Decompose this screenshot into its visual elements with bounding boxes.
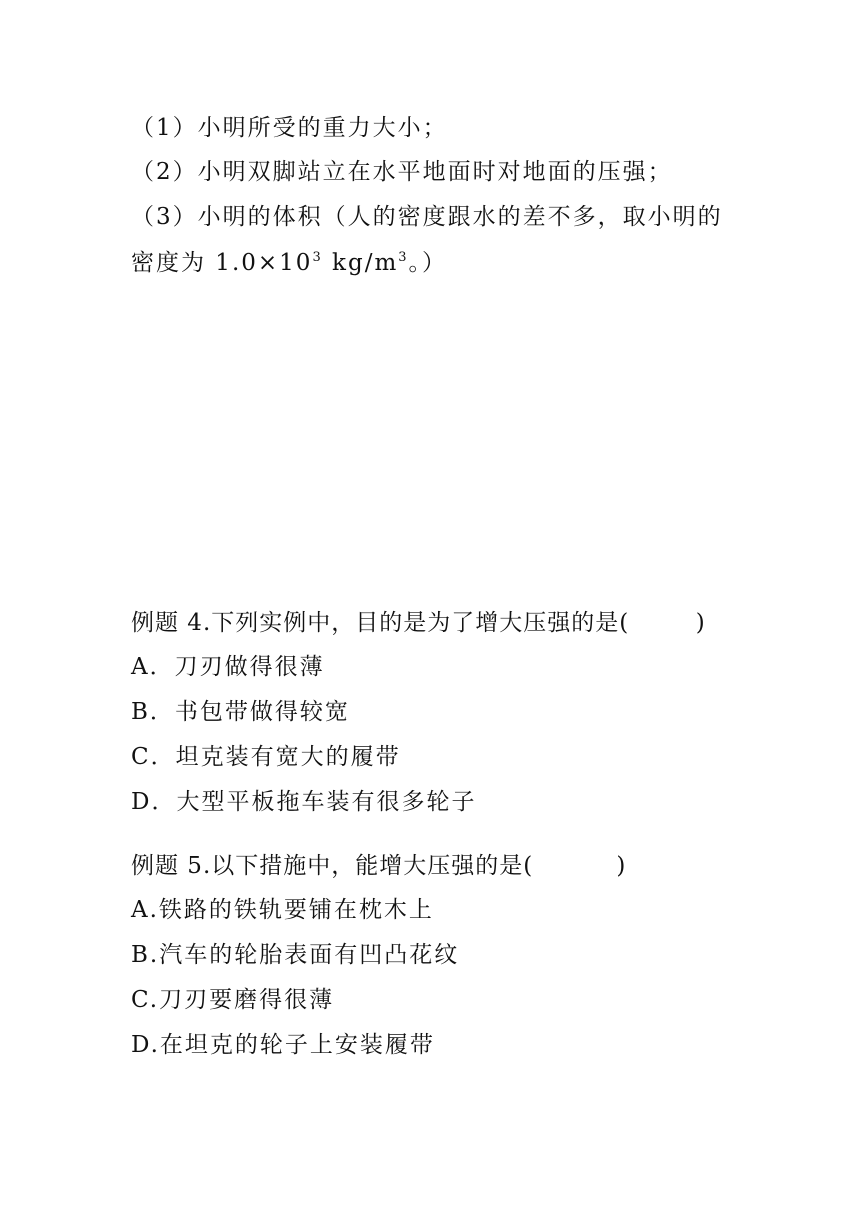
- sub-question-1: （1）小明所受的重力大小；: [131, 115, 448, 141]
- example-4-option-b: B．书包带做得较宽: [131, 699, 350, 725]
- example-5-question: 例题 5.以下措施中，能增大压强的是( ): [131, 853, 627, 879]
- example-4-option-a: A．刀刃做得很薄: [131, 654, 325, 680]
- density-text-prefix: 密度为 1.0×10: [131, 250, 313, 276]
- example-5-option-a: A.铁路的铁轨要铺在枕木上: [131, 897, 434, 923]
- example-5-option-c: C.刀刃要磨得很薄: [131, 987, 335, 1013]
- sub-question-2: （2）小明双脚站立在水平地面时对地面的压强；: [131, 159, 673, 185]
- example-4-option-d: D．大型平板拖车装有很多轮子: [131, 789, 477, 815]
- example-5-option-b: B.汽车的轮胎表面有凹凸花纹: [131, 942, 460, 968]
- density-exponent: 3: [312, 250, 323, 265]
- density-text-suffix: 。）: [408, 250, 448, 276]
- sub-question-3: （3）小明的体积（人的密度跟水的差不多，取小明的: [131, 204, 723, 230]
- example-5-option-d: D.在坦克的轮子上安装履带: [131, 1032, 435, 1058]
- density-unit: kg/m: [322, 250, 399, 276]
- sub-question-3-continuation: [131, 248, 447, 278]
- example-4-option-c: C．坦克装有宽大的履带: [131, 744, 401, 770]
- unit-exponent: 3: [398, 250, 409, 265]
- example-4-question: 例题 4.下列实例中，目的是为了增大压强的是( ): [131, 610, 706, 636]
